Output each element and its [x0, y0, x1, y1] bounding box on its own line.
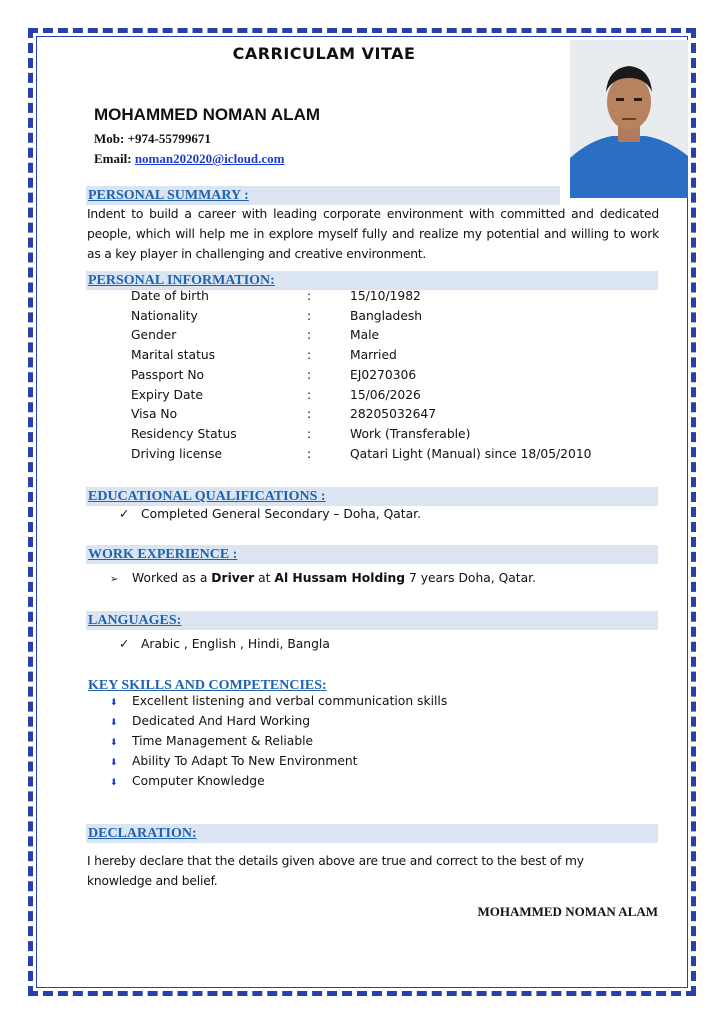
info-value: Work (Transferable) — [350, 426, 471, 441]
education-heading-text: EDUCATIONAL QUALIFICATIONS : — [88, 489, 326, 504]
info-value: 15/06/2026 — [350, 387, 421, 402]
email-line — [94, 151, 285, 167]
checkmark-icon: ✓ — [119, 637, 130, 651]
info-value: Male — [350, 328, 380, 343]
info-separator: : — [307, 328, 312, 343]
personal-information-heading-text: PERSONAL INFORMATION: — [88, 273, 275, 288]
skill-item — [110, 714, 310, 728]
info-label: Expiry Date — [131, 387, 203, 402]
skill-item — [110, 754, 358, 768]
arrow-down-bullet-icon: ⬇ — [110, 758, 118, 768]
info-value: EJ0270306 — [350, 367, 417, 382]
languages-heading-text: LANGUAGES: — [88, 613, 182, 628]
info-separator: : — [307, 446, 312, 461]
work-at: at — [258, 571, 271, 585]
info-label: Visa No — [131, 407, 178, 422]
education-item — [119, 507, 421, 521]
skill-item — [110, 774, 265, 788]
skills-heading — [86, 676, 340, 695]
work-prefix: Worked as a — [132, 571, 208, 585]
skill-item-text: Excellent listening and verbal communication skills — [132, 694, 448, 708]
declaration-text: I hereby declare that the details given above are true and correct to the best of my knowledge and belief. — [87, 854, 584, 888]
declaration-heading — [86, 824, 658, 843]
info-value: Bangladesh — [350, 308, 423, 323]
info-label: Residency Status — [131, 426, 237, 441]
document-title: CARRICULAM VITAE — [232, 44, 416, 63]
info-label: Marital status — [131, 348, 216, 363]
work-experience-heading — [86, 545, 658, 564]
info-value: Qatari Light (Manual) since 18/05/2010 — [350, 446, 592, 461]
skill-item-text: Computer Knowledge — [132, 774, 265, 788]
personal-summary-heading — [86, 186, 560, 205]
personal-information-heading — [86, 271, 658, 290]
mobile-label: Mob: — [94, 131, 125, 146]
profile-photo — [570, 40, 688, 198]
info-separator: : — [307, 308, 312, 323]
mobile-line — [94, 131, 211, 147]
info-value: Married — [350, 348, 397, 363]
info-value: 28205032647 — [350, 407, 437, 422]
arrow-down-bullet-icon: ⬇ — [110, 698, 118, 708]
info-separator: : — [307, 289, 312, 303]
email-label: Email: — [94, 151, 132, 166]
info-label: Nationality — [131, 308, 198, 323]
work-suffix: 7 years Doha, Qatar. — [408, 571, 536, 585]
info-separator: : — [307, 426, 312, 441]
info-separator: : — [307, 367, 312, 382]
education-heading — [86, 487, 658, 506]
personal-summary-heading-text: PERSONAL SUMMARY : — [88, 188, 249, 203]
work-company: Al Hussam Holding — [274, 571, 406, 585]
arrow-down-bullet-icon: ⬇ — [110, 718, 118, 728]
info-value: 15/10/1982 — [350, 289, 421, 303]
profile-photo-illustration — [570, 40, 688, 198]
skill-item-text: Time Management & Reliable — [132, 734, 314, 748]
skill-item-text: Ability To Adapt To New Environment — [132, 754, 358, 768]
arrow-bullet-icon: ➢ — [110, 574, 119, 585]
languages-item — [119, 637, 330, 651]
email-link[interactable]: noman202020@icloud.com — [134, 151, 285, 166]
skill-item — [110, 734, 313, 748]
checkmark-icon: ✓ — [119, 507, 130, 521]
work-experience-heading-text: WORK EXPERIENCE : — [88, 547, 238, 562]
languages-item-text: Arabic , English , Hindi, Bangla — [141, 637, 330, 651]
info-label: Driving license — [131, 446, 223, 461]
info-separator: : — [307, 387, 312, 402]
work-experience-item — [110, 571, 536, 585]
languages-heading — [86, 611, 658, 630]
education-item-text: Completed General Secondary – Doha, Qatar. — [141, 507, 421, 521]
info-separator: : — [307, 407, 312, 422]
skill-item — [110, 694, 447, 708]
info-label: Gender — [131, 328, 177, 343]
declaration-heading-text: DECLARATION: — [88, 826, 197, 841]
info-separator: : — [307, 348, 312, 363]
info-label: Passport No — [131, 367, 205, 382]
skill-item-text: Dedicated And Hard Working — [132, 714, 311, 728]
signature-name: MOHAMMED NOMAN ALAM — [477, 904, 658, 919]
arrow-down-bullet-icon: ⬇ — [110, 738, 118, 748]
arrow-down-bullet-icon: ⬇ — [110, 778, 118, 788]
info-label: Date of birth — [131, 289, 209, 303]
work-role: Driver — [211, 571, 255, 585]
skills-heading-text: KEY SKILLS AND COMPETENCIES: — [88, 678, 327, 693]
personal-summary-text: Indent to build a career with leading corporate environment with committed and dedicated people, which will help me in explore myself fully and realize my potential and willing to work as a key player in challenging and creative environment. — [87, 207, 659, 261]
candidate-name: MOHAMMED NOMAN ALAM — [94, 105, 321, 124]
mobile-number: +974-55799671 — [127, 131, 211, 146]
